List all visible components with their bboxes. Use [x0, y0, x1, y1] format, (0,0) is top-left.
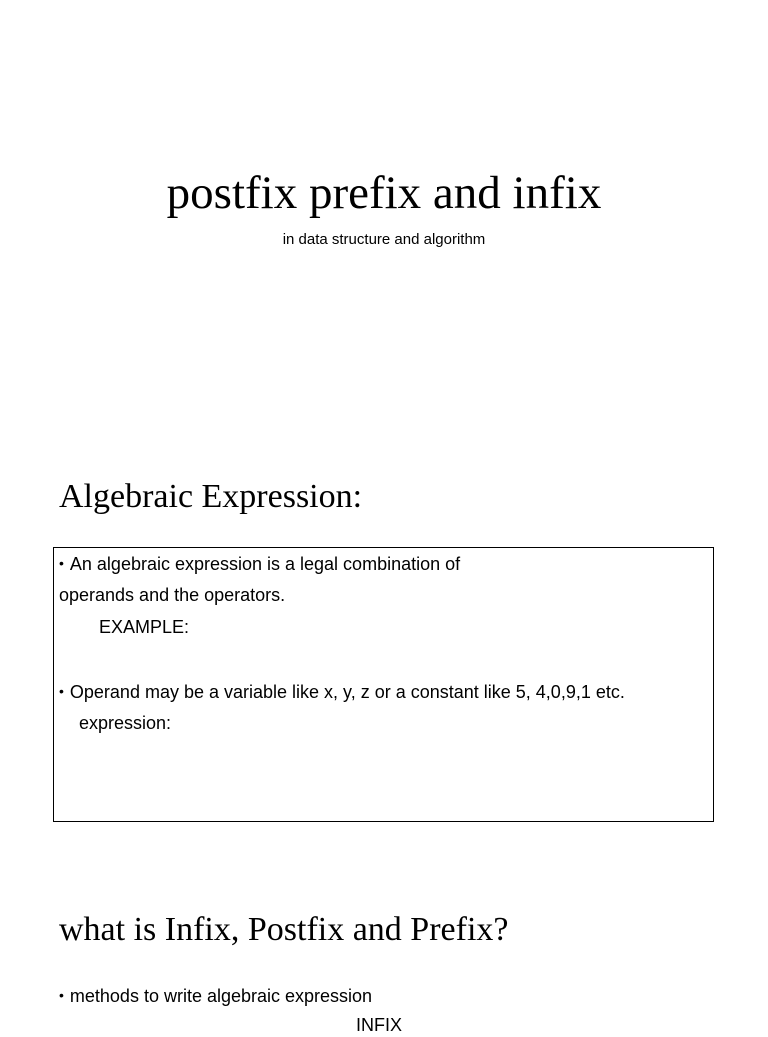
bullet-icon: • [59, 683, 64, 699]
box-line-text: An algebraic expression is a legal combination of [69, 554, 461, 574]
section-heading-infix-postfix-prefix: what is Infix, Postfix and Prefix? [59, 911, 509, 948]
box-line [59, 551, 460, 576]
box-line-text: Operand may be a variable like x, y, z or a constant like 5, 4,0,9,1 etc. [69, 682, 625, 702]
section2-line-text: INFIX [356, 1015, 403, 1035]
algebraic-expression-box [53, 547, 714, 822]
section2-line-text: methods to write algebraic expression [69, 986, 373, 1006]
bullet-icon: • [59, 987, 64, 1003]
slide-title: postfix prefix and infix [166, 167, 602, 219]
box-line [59, 583, 285, 607]
section-heading-algebraic-expression: Algebraic Expression: [59, 478, 363, 515]
bullet-icon: • [59, 555, 64, 571]
section2-line-infix [356, 1013, 402, 1037]
slide-subtitle: in data structure and algorithm [282, 231, 486, 248]
box-line-example [99, 615, 189, 639]
box-line-text: expression: [79, 713, 172, 733]
box-line-text: EXAMPLE: [99, 617, 190, 637]
box-line-text: operands and the operators. [59, 585, 286, 605]
section2-line [59, 983, 372, 1008]
box-line [59, 679, 625, 704]
box-line-expression [79, 711, 171, 735]
